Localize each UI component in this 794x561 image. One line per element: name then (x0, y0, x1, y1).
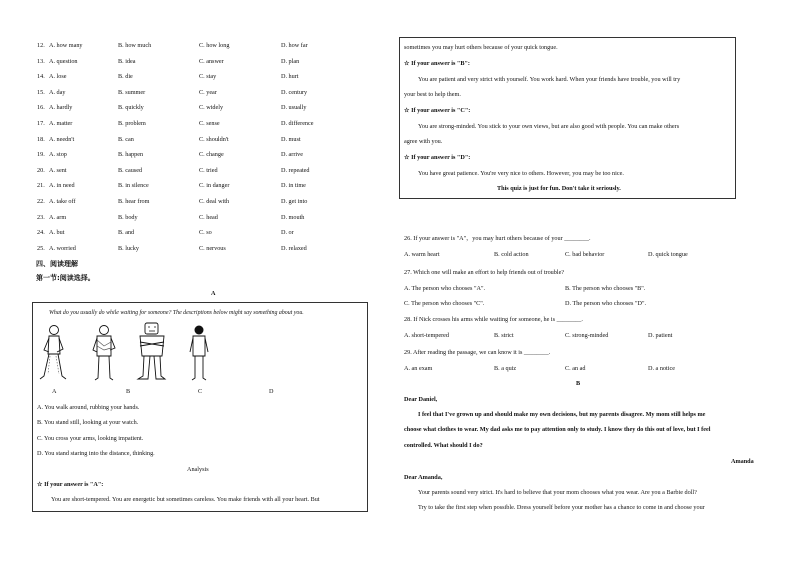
question-number: 21. (37, 182, 45, 190)
answer-a-heading: ☆ If your answer is "A": (37, 481, 104, 488)
answer-option-c: C. strong-minded (565, 332, 609, 339)
option-c: C. nervous (199, 244, 226, 252)
question-number: 15. (37, 88, 45, 96)
figure-d (184, 324, 214, 382)
answer-option-c: C. The person who chooses "C". (404, 300, 485, 307)
option-c: C. year (199, 88, 217, 96)
option-d: D. hurt (281, 73, 299, 81)
question-number: 20. (37, 166, 45, 174)
answer-c-heading: ☆ If your answer is "C": (404, 107, 471, 114)
option-b: B. problem (118, 120, 146, 127)
statement-a: A. You walk around, rubbing your hands. (37, 404, 140, 411)
letter-line-2: choose what clothes to wear. My dad asks me to pay attention only to study. I know they do this out of love, but I feel (404, 426, 711, 433)
figure-b (88, 324, 120, 382)
letter-greeting-daniel: Dear Daniel, (404, 396, 438, 403)
figure-label-d: D (269, 388, 274, 395)
option-b: B. quickly (118, 104, 144, 112)
option-d: D. in time (281, 182, 306, 190)
answer-option-b: B. cold action (494, 251, 529, 258)
answer-option-d: D. The person who chooses "D". (565, 300, 647, 307)
letter-line-1: I feel that I've grown up and should make my own decisions, but my parents disagree. My mom still helps me (418, 411, 706, 418)
crossed-arms-person-icon (134, 322, 170, 382)
option-c: C. widely (199, 104, 224, 112)
option-c: C. tried (199, 166, 218, 174)
option-d: D. arrive (281, 151, 303, 159)
option-b: B. in silence (118, 182, 149, 190)
option-row-25-a: A. worried (49, 244, 76, 252)
option-b: B. body (118, 213, 138, 221)
walking-person-icon (38, 324, 70, 382)
option-d: D. mouth (281, 213, 305, 221)
option-c: C. deal with (199, 198, 230, 205)
figure-label-a: A (52, 388, 57, 395)
option-row-23-a: A. arm (49, 213, 67, 221)
option-c: C. in danger (199, 182, 230, 190)
letter-line-3: controlled. What should I do? (404, 442, 483, 449)
option-c: C. sense (199, 120, 220, 127)
answer-c-text-cont: agree with you. (404, 138, 443, 145)
option-b: B. lucky (118, 244, 139, 252)
question-number: 16. (37, 104, 45, 112)
option-row-22-a: A. take off (49, 198, 76, 205)
figure-c (134, 322, 170, 382)
question-stem: 27. Which one will make an effort to help friends out of trouble? (404, 269, 565, 276)
option-c: C. so (199, 229, 212, 237)
option-row-18-a: A. needn't (49, 135, 75, 143)
answer-d-heading: ☆ If your answer is "D": (404, 154, 471, 161)
quiz-footer: This quiz is just for fun. Don't take it seriously. (497, 185, 621, 192)
option-c: C. head (199, 213, 218, 221)
option-row-21-a: A. in need (49, 182, 75, 190)
answer-option-a: A. an exam (404, 365, 433, 372)
question-number: 22. (37, 198, 45, 205)
answer-option-a: A. The person who chooses "A". (404, 285, 486, 292)
option-d: D. plan (281, 57, 300, 65)
reply-line-1: Your parents sound very strict. It's hard to believe that your mom chooses what you wear. Are you a Barbie doll? (418, 489, 697, 496)
option-c: C. shouldn't (199, 135, 229, 143)
answer-option-a: A. short-tempered (404, 332, 450, 339)
standing-person-icon (88, 324, 120, 382)
statement-d: D. You stand staring into the distance, thinking. (37, 450, 155, 457)
question-number: 14. (37, 73, 45, 81)
question-stem: 29. After reading the passage, we can know it is ________. (404, 349, 551, 356)
answer-option-d: D. a notice (648, 365, 675, 372)
passage-b-label: B (576, 380, 581, 387)
option-row-14-a: A. lose (49, 73, 67, 81)
answer-d-text: You have great patience. You're very nice to others. However, you may be too nice. (418, 170, 624, 177)
option-row-16-a: A. hardly (49, 104, 73, 112)
option-row-12-a: A. how many (49, 42, 83, 49)
answer-option-c: C. bad behavior (565, 251, 605, 258)
question-stem: 28. If Nick crosses his arms while waiting for someone, he is ________. (404, 316, 583, 323)
question-number: 25. (37, 244, 45, 252)
answer-option-a: A. warm heart (404, 251, 440, 258)
option-row-20-a: A. sent (49, 166, 67, 174)
analysis-title: Analysis (187, 466, 209, 473)
answer-option-b: B. The person who chooses "B". (565, 285, 646, 292)
option-d: D. how far (281, 42, 308, 49)
option-d: D. relaxed (281, 244, 307, 252)
answer-option-d: D. quick tongue (648, 251, 688, 258)
option-d: D. century (281, 88, 308, 96)
option-row-17-a: A. matter (49, 120, 73, 127)
answer-b-text: You are patient and very strict with yourself. You work hard. When your friends have trouble, you will try (418, 76, 681, 83)
letter-signature: Amanda (731, 458, 754, 465)
option-row-19-a: A. stop (49, 151, 67, 159)
answer-a-text-cont: sometimes you may hurt others because of your quick tongue. (404, 44, 558, 51)
option-d: D. usually (281, 104, 307, 112)
answer-b-heading: ☆ If your answer is "B": (404, 60, 470, 67)
option-c: C. answer (199, 57, 224, 65)
question-number: 13. (37, 57, 45, 65)
option-c: C. change (199, 151, 224, 159)
option-row-13-a: A. question (49, 57, 78, 65)
answer-c-text: You are strong-minded. You stick to your own views, but are also good with people. You can make others (418, 123, 680, 130)
answer-option-b: B. strict (494, 332, 514, 339)
option-b: B. can (118, 135, 134, 143)
option-b: B. caused (118, 166, 143, 174)
option-b: B. idea (118, 57, 136, 65)
answer-a-text: You are short-tempered. You are energetic but sometimes careless. You make friends with all your heart. But (51, 496, 320, 503)
option-b: B. die (118, 73, 133, 81)
quiz-intro: What do you usually do while waiting for someone? The descriptions below might say something about you. (49, 310, 304, 316)
statement-c: C. You cross your arms, looking impatient. (37, 435, 144, 442)
figure-label-b: B (126, 388, 131, 395)
option-d: D. get into (281, 198, 308, 205)
thinking-person-icon (184, 324, 214, 382)
option-d: D. repeated (281, 166, 310, 174)
option-d: D. or (281, 229, 294, 237)
option-c: C. stay (199, 73, 217, 81)
section-title: 四、阅读理解 (36, 260, 78, 268)
question-number: 24. (37, 229, 45, 237)
question-number: 23. (37, 213, 45, 221)
option-d: D. difference (281, 120, 314, 127)
question-number: 17. (37, 120, 45, 127)
passage-a-label: A (211, 290, 216, 297)
question-number: 18. (37, 135, 45, 143)
answer-option-b: B. a quiz (494, 365, 517, 372)
figure-a (38, 324, 70, 382)
option-b: B. happen (118, 151, 144, 159)
answer-option-d: D. patient (648, 332, 673, 339)
section-subtitle: 第一节:阅读选择。 (36, 274, 95, 282)
option-b: B. and (118, 229, 135, 237)
answer-option-c: C. an ad (565, 365, 586, 372)
option-d: D. must (281, 135, 301, 143)
option-row-15-a: A. day (49, 88, 66, 96)
option-row-24-a: A. but (49, 229, 65, 237)
option-c: C. how long (199, 42, 230, 49)
option-b: B. summer (118, 88, 146, 96)
figure-label-c: C (198, 388, 203, 395)
question-number: 12. (37, 42, 45, 49)
question-number: 19. (37, 151, 45, 159)
question-stem: 26. If your answer is "A"，you may hurt others because of your ________. (404, 235, 591, 242)
reply-line-2: Try to take the first step when possible. Dress yourself before your mother has a chance to come in and choose your (418, 504, 705, 511)
option-b: B. how much (118, 42, 152, 49)
option-b: B. hear from (118, 198, 150, 205)
statement-b: B. You stand still, looking at your watch. (37, 419, 139, 426)
answer-b-text-cont: your best to help them. (404, 91, 461, 98)
reply-greeting-amanda: Dear Amanda, (404, 474, 443, 481)
